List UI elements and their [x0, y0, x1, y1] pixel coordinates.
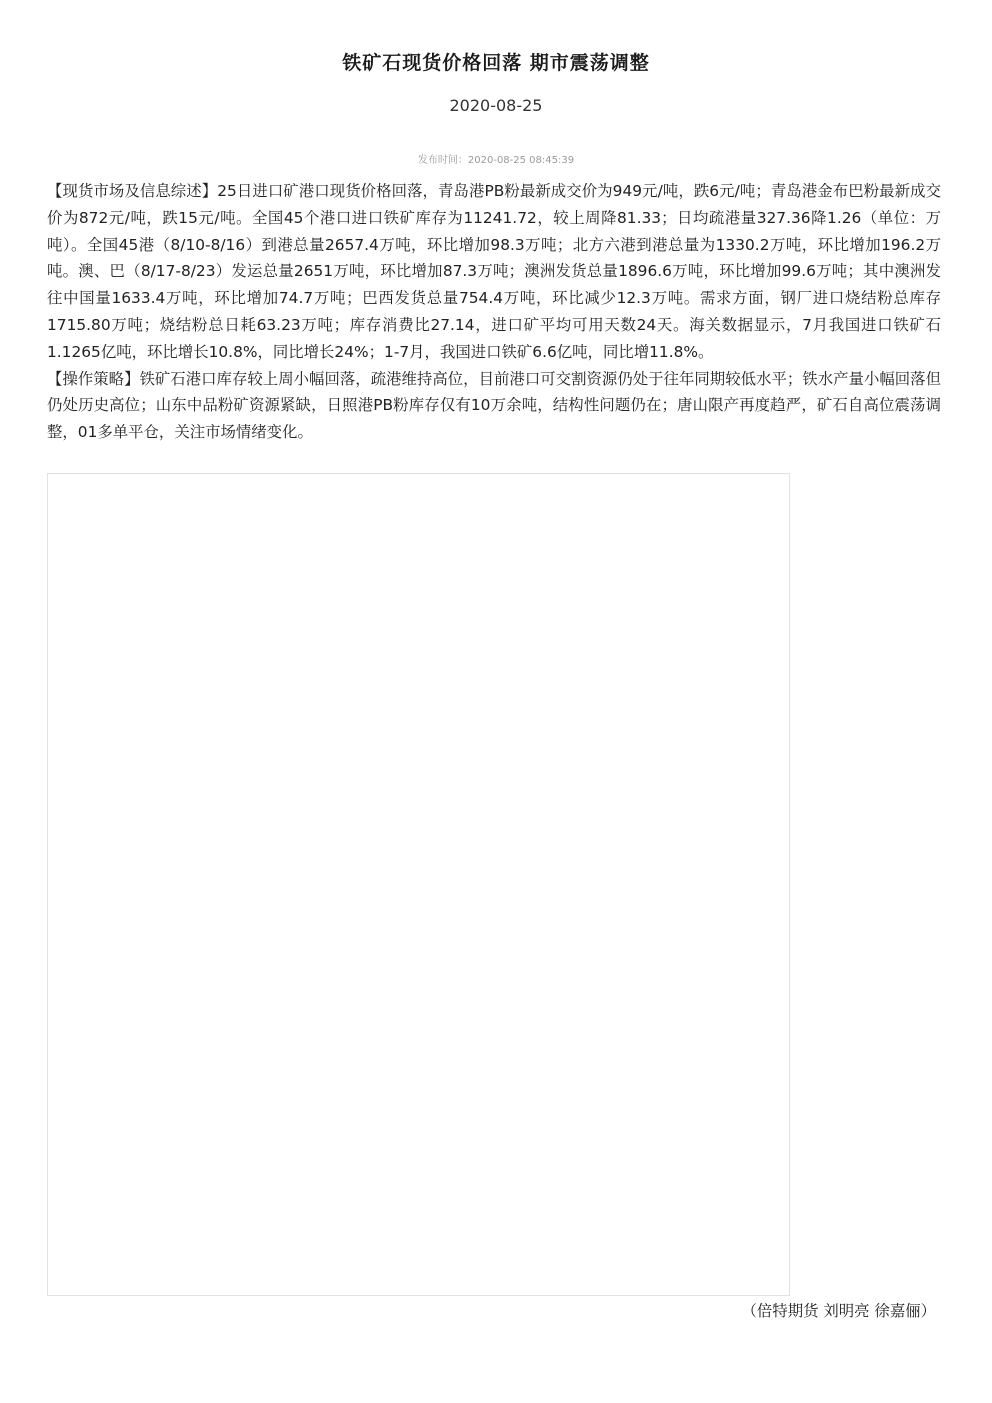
article-date: 2020-08-25 — [449, 96, 543, 115]
paragraph-strategy: 【操作策略】铁矿石港口库存较上周小幅回落，疏港维持高位，目前港口可交割资源仍处于往年同期较低水平；铁水产量小幅回落但仍处历史高位；山东中品粉矿资源紧缺，日照港PB粉库存仅有10万余吨，结构性问题仍在；唐山限产再度趋严，矿石自高位震荡调整，01多单平仓，关注市场情绪变化。 — [47, 369, 941, 442]
article-author: （倍特期货 刘明亮 徐嘉俪） — [741, 1302, 936, 1320]
embedded-image-placeholder — [47, 473, 790, 1296]
publish-time: 发布时间：2020-08-25 08:45:39 — [417, 155, 575, 166]
article-body — [47, 178, 941, 446]
paragraph-market-summary: 【现货市场及信息综述】25日进口矿港口现货价格回落，青岛港PB粉最新成交价为949元/吨，跌6元/吨；青岛港金布巴粉最新成交价为872元/吨，跌15元/吨。全国45个港口进口铁矿库存为11241.72，较上周降81.33；日均疏港量327.36降1.26（单位：万吨）。全国45港（8/10-8/16）到港总量2657.4万吨，环比增加98.3万吨；北方六港到港总量为1330.2万吨，环比增加196.2万吨。澳、巴（8/17-8/23）发运总量2651万吨，环比增加87.3万吨；澳洲发货总量1896.6万吨，环比增加99.6万吨；其中澳洲发往中国量1633.4万吨，环比增加74.7万吨；巴西发货总量754.4万吨，环比减少12.3万吨。需求方面，钢厂进口烧结粉总库存1715.80万吨；烧结粉总日耗63.23万吨；库存消费比27.14，进口矿平均可用天数24天。海关数据显示，7月我国进口铁矿石1.1265亿吨，环比增长10.8%，同比增长24%；1-7月，我国进口铁矿6.6亿吨，同比增11.8%。 — [47, 182, 941, 361]
article-title: 铁矿石现货价格回落 期市震荡调整 — [342, 52, 650, 74]
